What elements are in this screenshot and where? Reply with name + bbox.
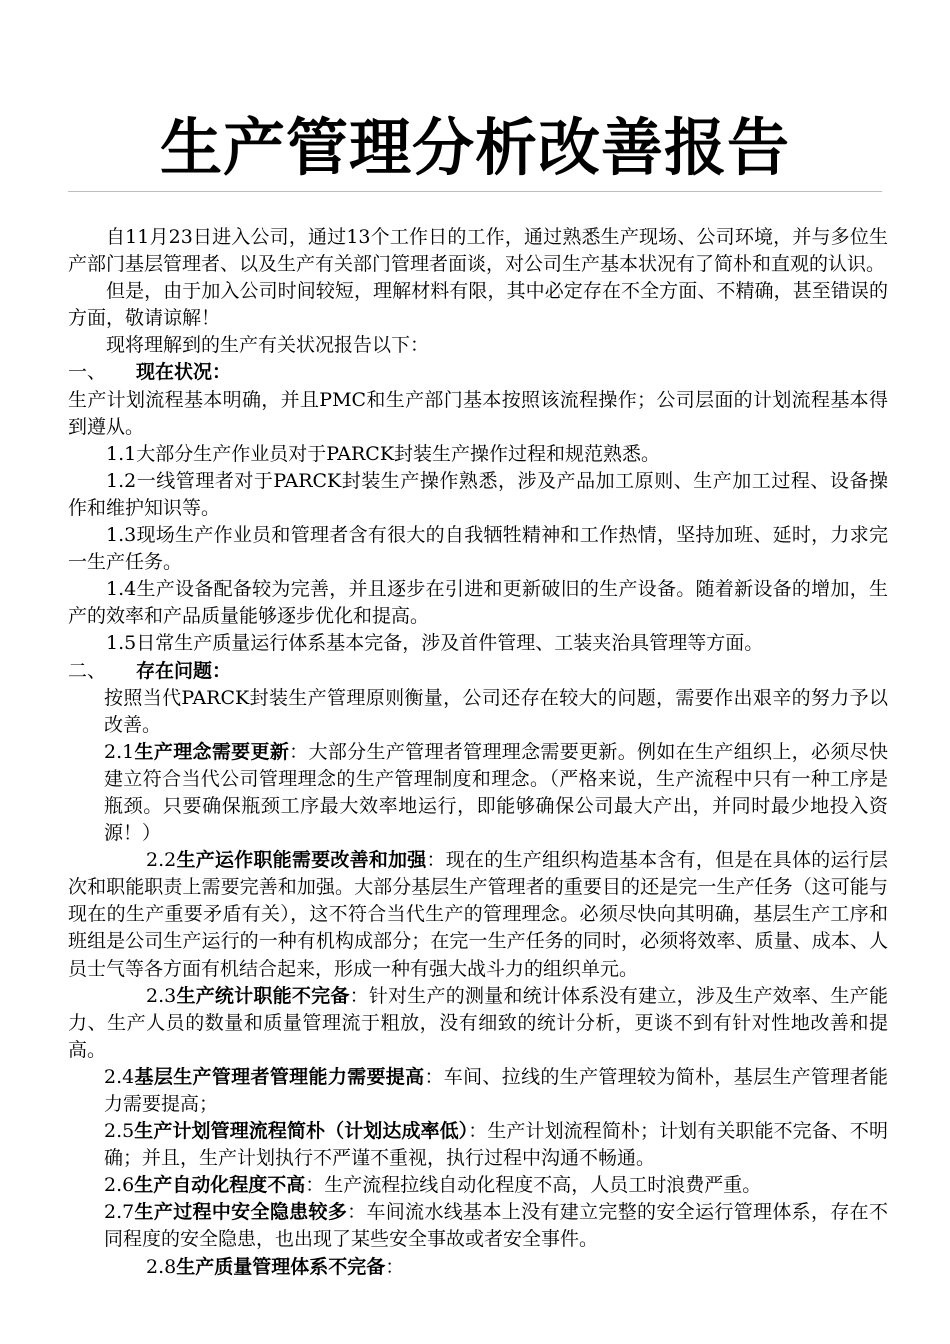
status-item: 1.5日常生产质量运行体系基本完备，涉及首件管理、工装夹治具管理等方面。 (106, 632, 764, 655)
item-heading: 生产过程中安全隐患较多 (134, 1201, 348, 1224)
section-summary: 生产计划流程基本明确，并且PMC和生产部门基本按照该流程操作；公司层面的计划流程基本得到遵从。 (68, 388, 888, 438)
status-item: 1.1大部分生产作业员对于PARCK封装生产操作过程和规范熟悉。 (106, 442, 661, 465)
intro-paragraph: 但是，由于加入公司时间较短，理解材料有限，其中必定存在不全方面、不精确，甚至错误的方面，敬请谅解！ (68, 280, 888, 330)
item-text: ： (385, 1255, 405, 1278)
section-heading (68, 359, 888, 386)
section-summary: 按照当代PARCK封装生产管理原则衡量，公司还存在较大的问题，需要作出艰辛的努力予以改善。 (104, 686, 888, 736)
problem-item (68, 1199, 888, 1253)
item-text: ：生产计划流程简朴；计划有关职能不完备、不明确；并且，生产计划执行不严谨不重视，执行过程中沟通不畅通。 (104, 1120, 888, 1170)
item-heading: 生产自动化程度不高 (134, 1174, 306, 1197)
title-divider (68, 191, 882, 192)
item-number: 2.2 (146, 849, 177, 872)
section-title: 存在问题： (136, 659, 232, 682)
item-number: 2.5 (104, 1120, 135, 1143)
item-number: 2.8 (146, 1255, 177, 1278)
item-number: 2.7 (104, 1201, 135, 1224)
section-heading (68, 658, 888, 685)
item-text: ：现在的生产组织构造基本含有，但是在具体的运行层次和职能职责上需要完善和加强。大部分基层生产管理者的重要目的还是完一生产任务（这可能与现在的生产重要矛盾有关），这不符合当代生产的管理理念。必须尽快向其明确，基层生产工序和班组是公司生产运行的一种有机构成部分；在完一生产任务的同时，必须将效率、质量、成本、人员士气等各方面有机结合起来，形成一种有强大战斗力的组织单元。 (68, 849, 888, 980)
problem-item (68, 847, 888, 982)
section-number: 一、 (68, 361, 107, 384)
status-item: 1.4生产设备配备较为完善，并且逐步在引进和更新破旧的生产设备。随着新设备的增加，生产的效率和产品质量能够逐步优化和提高。 (68, 578, 888, 628)
intro-paragraph: 自11月23日进入公司，通过13个工作日的工作，通过熟悉生产现场、公司环境，并与多位生产部门基层管理者、以及生产有关部门管理者面谈，对公司生产基本状况有了简朴和直观的认识。 (68, 226, 888, 276)
item-number: 2.1 (104, 740, 135, 763)
item-heading: 生产运作职能需要改善和加强 (176, 849, 427, 872)
item-heading: 生产统计职能不完备 (176, 984, 350, 1007)
problem-item (68, 983, 888, 1064)
item-text: ：针对生产的测量和统计体系没有建立，涉及生产效率、生产能力、生产人员的数量和质量管理流于粗放，没有细致的统计分析，更谈不到有针对性地改善和提高。 (68, 984, 888, 1061)
page-title: 生产管理分析改善报告 (159, 111, 790, 184)
item-heading: 生产质量管理体系不完备 (176, 1255, 386, 1278)
item-heading: 生产理念需要更新 (134, 740, 290, 763)
item-heading: 基层生产管理者管理能力需要提高 (134, 1065, 425, 1088)
item-number: 2.3 (146, 984, 177, 1007)
item-heading: 生产计划管理流程简朴（计划达成率低） (134, 1120, 469, 1143)
section-title: 现在状况： (136, 361, 232, 384)
item-number: 2.6 (104, 1174, 135, 1197)
problem-item (68, 1172, 888, 1199)
item-number: 2.4 (104, 1065, 135, 1088)
problem-item (68, 1118, 888, 1172)
item-text: ：生产流程拉线自动化程度不高，人员工时浪费严重。 (305, 1174, 762, 1197)
problem-item (68, 1064, 888, 1118)
section-number: 二、 (68, 659, 107, 682)
problem-item (68, 1254, 888, 1281)
report-body (68, 224, 888, 1281)
item-text: ：车间、拉线的生产管理较为简朴，基层生产管理者能力需要提高； (104, 1065, 888, 1115)
status-item: 1.3现场生产作业员和管理者含有很大的自我牺牲精神和工作热情，坚持加班、延时，力求完一生产任务。 (68, 524, 888, 574)
intro-paragraph: 现将理解到的生产有关状况报告以下： (106, 334, 430, 357)
item-text: ：大部分生产管理者管理理念需要更新。例如在生产组织上，必须尽快建立符合当代公司管理理念的生产管理制度和理念。（严格来说，生产流程中只有一种工序是瓶颈。只要确保瓶颈工序最大效率地运行，即能够确保公司最大产出，并同时最少地投入资源！） (104, 740, 888, 845)
problem-item (68, 739, 888, 847)
status-item: 1.2一线管理者对于PARCK封装生产操作熟悉，涉及产品加工原则、生产加工过程、设备操作和维护知识等。 (68, 469, 888, 519)
item-text: ：车间流水线基本上没有建立完整的安全运行管理体系，存在不同程度的安全隐患，也出现了某些安全事故或者安全事件。 (104, 1201, 888, 1251)
